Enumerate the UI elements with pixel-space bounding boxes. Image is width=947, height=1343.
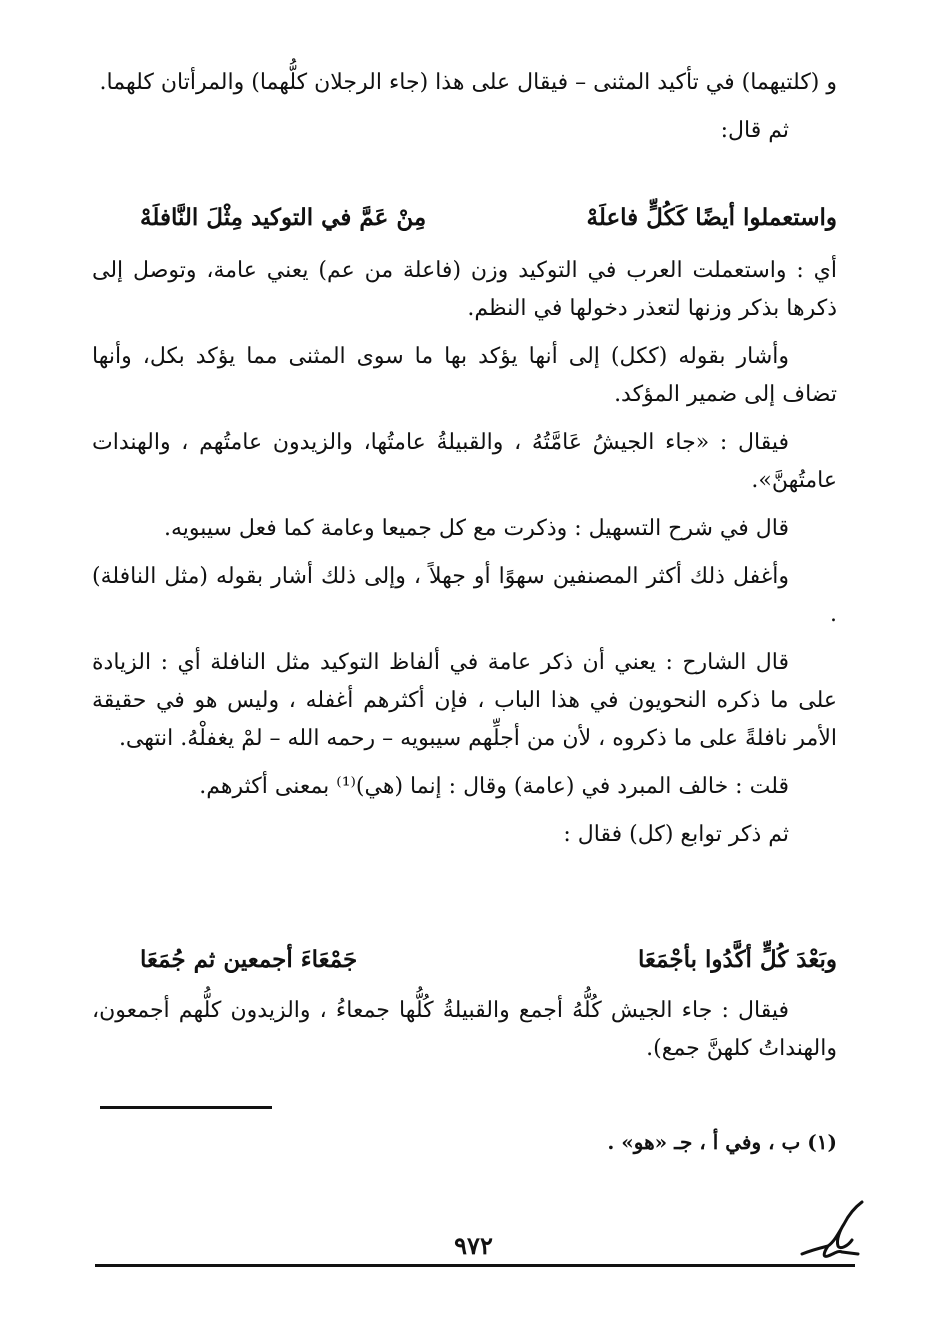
verse-2-hemistich-1: وبَعْدَ كُلٍّ أكَّدُوا بأجْمَعَا bbox=[637, 946, 837, 973]
verse-line-1 bbox=[102, 204, 837, 231]
paragraph-3: أي : واستعملت العرب في التوكيد وزن (فاعلة من عم) يعني عامة، وتوصل إلى ذكرها بذكر وزنها لتعذر دخولها في النظم. bbox=[92, 258, 837, 321]
paragraph-6: قال في شرح التسهيل : وذكرت مع كل جميعا وعامة كما فعل سيبويه. bbox=[163, 516, 789, 541]
paragraph-4: وأشار بقوله (ككل) إلى أنها يؤكد بها ما سوى المثنى مما يؤكد بكل، وأنها تضاف إلى ضمير المؤكد. bbox=[92, 344, 837, 407]
paragraph-7: وأغفل ذلك أكثر المصنفين سهوًا أو جهلاً ، وإلى ذلك أشار بقوله (مثل النافلة) . bbox=[92, 564, 837, 627]
paragraph-5: فيقال : «جاء الجيشُ عَامَّتُهُ ، والقبيلةُ عامتُها، والزيدون عامتُهم ، والهندات عامتُهنَّ». bbox=[92, 430, 837, 493]
footnote-separator bbox=[100, 1106, 272, 1109]
paragraph-8: قال الشارح : يعني أن ذكر عامة في ألفاظ التوكيد مثل النافلة أي : الزيادة على ما ذكره النحويون في هذا الباب ، فإن أكثرهم أغفله ، وليس هو في حقيقة الأمر نافلةً على ما ذكروه ، لأن من أجلِّهم سيبويه – رحمه الله – لمْ يغفلْهُ. انتهى. bbox=[92, 650, 837, 751]
paragraph-9: قلت : خالف المبرد في (عامة) وقال : إنما (هي)⁽¹⁾ بمعنى أكثرهم. bbox=[199, 774, 789, 799]
verse-1-hemistich-2: مِنْ عَمَّ في التوكيد مِثْلَ النَّافلَهْ bbox=[140, 204, 427, 231]
page-number: ٩٧٢ bbox=[454, 1231, 493, 1260]
paragraph-2: ثم قال: bbox=[720, 118, 789, 143]
paragraph-1: و (كلتيهما) في تأكيد المثنى – فيقال على هذا (جاء الرجلان كلُّهما) والمرأتان كلهما. bbox=[99, 70, 837, 95]
paragraph-11: فيقال : جاء الجيش كُلُّهُ أجمع والقبيلةُ كُلُّها جمعاءُ ، والزيدون كلُّهم أجمعون، والهنداتُ كلهنَّ جمع). bbox=[92, 998, 837, 1061]
footnote: (١) ب ، وفي أ ، جـ «هو» . bbox=[607, 1130, 837, 1154]
text-block-middle bbox=[92, 252, 837, 864]
text-block-bottom bbox=[92, 992, 837, 1078]
verse-line-2 bbox=[102, 946, 837, 973]
verse-1-hemistich-1: واستعملوا أيضًا كَكُلٍّ فاعلَهْ bbox=[586, 204, 837, 231]
verse-2-hemistich-2: جَمْعَاءَ أجمعين ثم جُمَعَا bbox=[140, 946, 358, 973]
paragraph-10: ثم ذكر توابع (كل) فقال : bbox=[563, 822, 789, 847]
text-block-top bbox=[92, 64, 837, 160]
bottom-rule bbox=[95, 1264, 855, 1267]
